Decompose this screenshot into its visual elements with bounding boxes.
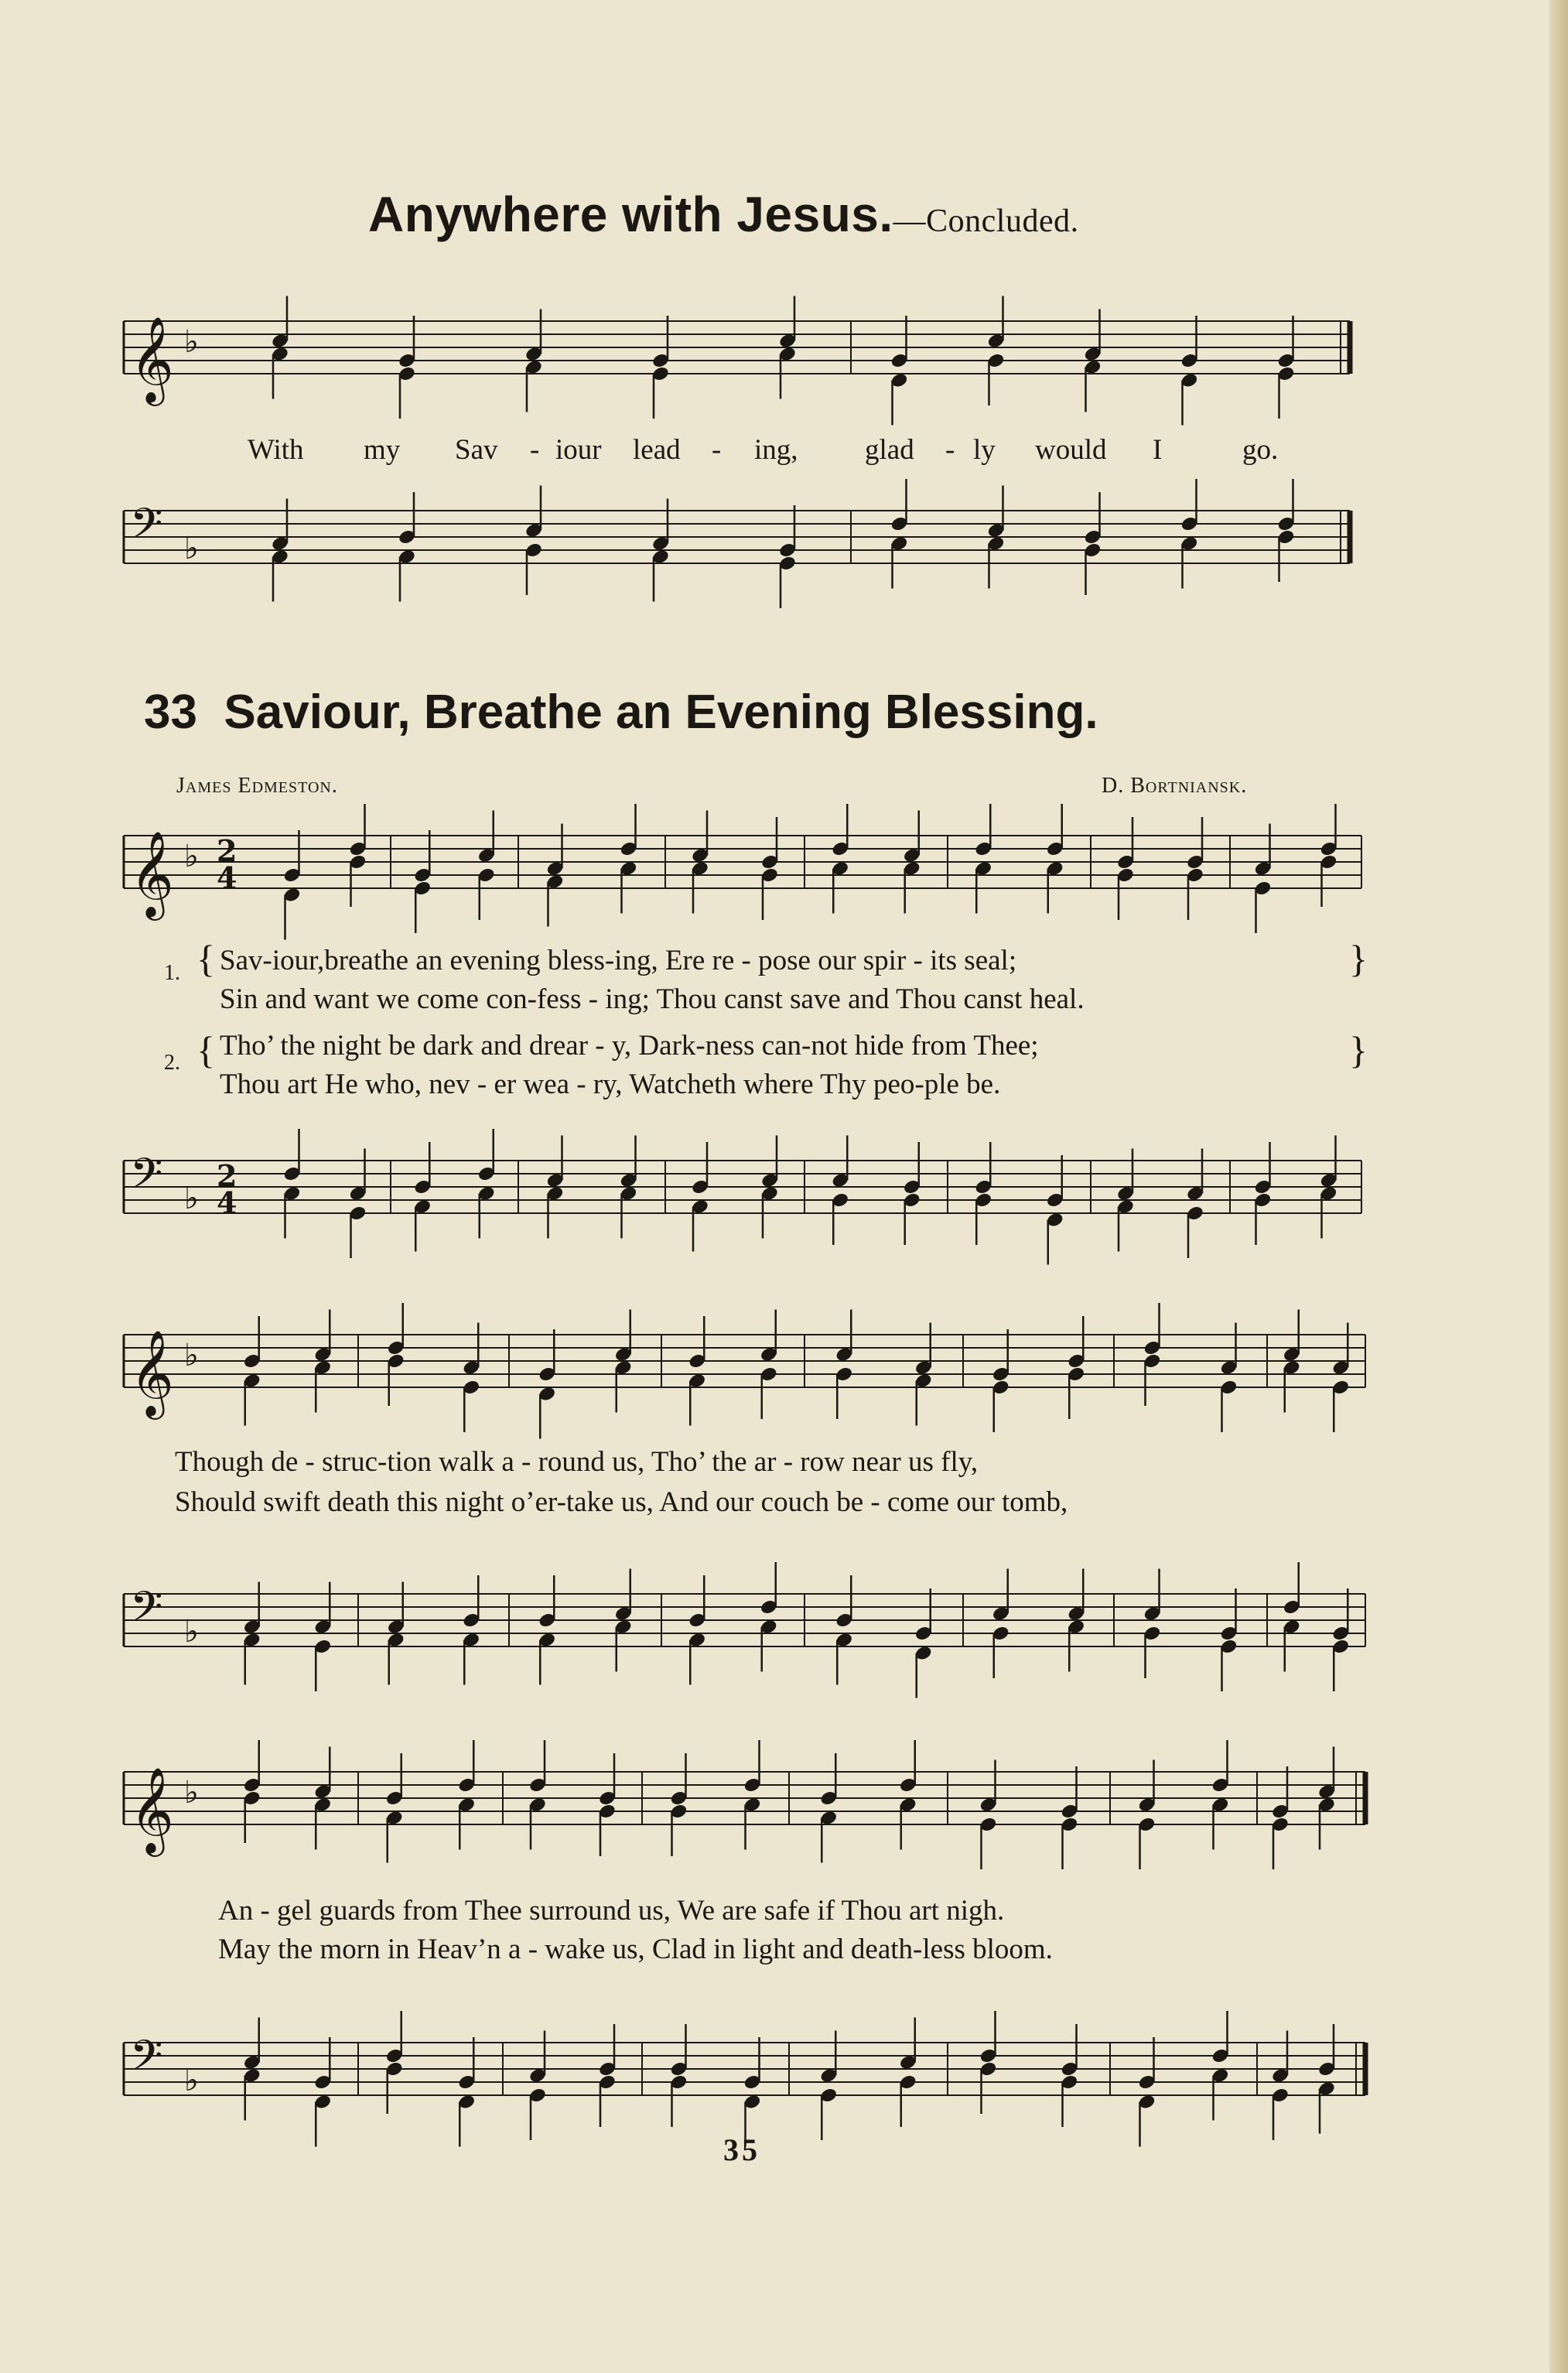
verse-brace-close: } — [1349, 937, 1368, 980]
lyric-line: May the morn in Heav’n a - wake us, Clad in light and death-less bloom. — [218, 1934, 1053, 1965]
lyric-line: Tho’ the night be dark and drear - y, Dark-ness can-not hide from Thee; — [220, 1030, 1039, 1062]
flat-icon: ♭ — [184, 839, 199, 874]
lyric-syllable: - — [530, 434, 540, 466]
page-number: 35 — [723, 2132, 760, 2167]
lyric-syllable: ing, — [754, 434, 798, 466]
lyric-syllable: glad — [865, 434, 914, 466]
flat-icon: ♭ — [184, 2063, 199, 2098]
treble-clef-icon: 𝄞 — [130, 830, 174, 917]
bass-clef-icon: 𝄢 — [130, 1582, 163, 1642]
hymn-b-title-main: Saviour, Breathe an Evening Blessing. — [224, 686, 1098, 739]
lyric-line: Sin and want we come con-fess - ing; Thou canst save and Thou canst heal. — [220, 983, 1085, 1015]
verse-brace-open: { — [196, 937, 215, 980]
composer-credit: D. Bortniansk. — [1102, 774, 1248, 798]
lyric-syllable: I — [1153, 434, 1163, 466]
lyric-syllable: lead — [633, 434, 681, 466]
notes — [243, 296, 1351, 2147]
verse-number: 2. — [164, 1051, 180, 1075]
lyric-syllable: go. — [1242, 434, 1279, 466]
flat-icon: ♭ — [184, 1338, 199, 1373]
clefs — [130, 316, 237, 2098]
verse-brace-open: { — [196, 1028, 215, 1072]
treble-clef-icon: 𝄞 — [130, 316, 174, 402]
lyric-syllable: With — [248, 434, 304, 466]
lyric-syllable: iour — [555, 434, 602, 466]
lyric-line: Though de - struc-tion walk a - round us, Tho’ the ar - row near us fly, — [175, 1446, 979, 1478]
author-credit: James Edmeston. — [176, 774, 338, 798]
hymn-a-title-main: Anywhere with Jesus. — [368, 186, 893, 242]
lyric-syllable: - — [945, 434, 955, 466]
verse-number: 1. — [164, 961, 180, 985]
lyric-syllable: Sav — [455, 434, 498, 466]
bass-clef-icon: 𝄢 — [130, 2031, 163, 2091]
treble-clef-icon: 𝄞 — [130, 1329, 174, 1416]
hymn-a-title-suffix: —Concluded. — [893, 203, 1079, 239]
treble-clef-icon: 𝄞 — [130, 1766, 174, 1853]
flat-icon: ♭ — [184, 1181, 199, 1216]
lyric-syllable: my — [364, 434, 401, 466]
bass-clef-icon: 𝄢 — [130, 499, 163, 559]
hymn-number: 33 — [144, 686, 197, 739]
bass-clef-icon: 𝄢 — [130, 1149, 163, 1209]
lyric-syllable: would — [1035, 434, 1107, 466]
lyric-line: Should swift death this night o’er-take us, And our couch be - come our tomb, — [175, 1486, 1068, 1518]
time-signature-top: 2 — [217, 1158, 237, 1193]
time-signature-bottom: 4 — [217, 1185, 237, 1220]
verse-brace-close: } — [1349, 1028, 1368, 1072]
flat-icon: ♭ — [184, 1775, 199, 1811]
lyric-line: An - gel guards from Thee surround us, We are safe if Thou art nigh. — [218, 1895, 1005, 1927]
flat-icon: ♭ — [184, 531, 199, 566]
flat-icon: ♭ — [184, 324, 199, 360]
lyric-syllable: - — [712, 434, 722, 466]
time-signature-bottom: 4 — [217, 860, 237, 895]
time-signature-top: 2 — [217, 833, 237, 868]
flat-icon: ♭ — [184, 1614, 199, 1650]
lyric-line: Sav-iour,breathe an evening bless-ing, Ere re - pose our spir - its seal; — [220, 945, 1017, 976]
lyric-syllable: ly — [973, 434, 996, 466]
lyric-line: Thou art He who, nev - er wea - ry, Watcheth where Thy peo-ple be. — [220, 1069, 1001, 1100]
